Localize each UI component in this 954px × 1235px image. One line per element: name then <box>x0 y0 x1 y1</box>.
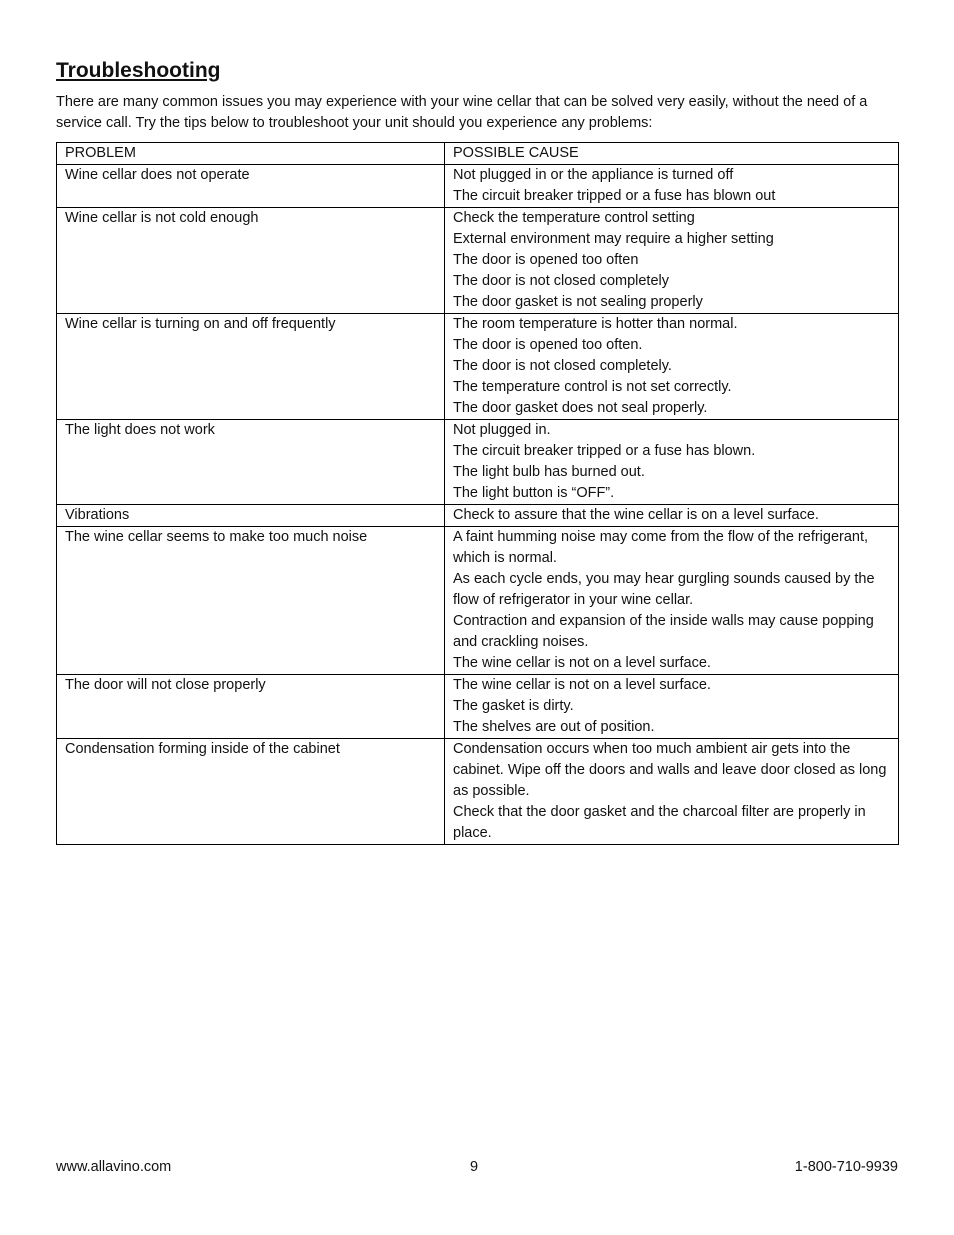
cause-line: The light bulb has burned out. <box>453 464 645 480</box>
footer-website: www.allavino.com <box>56 1159 172 1175</box>
cause-line: Not plugged in or the appliance is turned off <box>453 167 734 183</box>
footer-phone: 1-800-710-9939 <box>794 1159 898 1175</box>
possible-cause-cell <box>445 675 899 739</box>
cause-line: The shelves are out of position. <box>453 719 655 735</box>
problem-cell: Wine cellar does not operate <box>57 165 445 208</box>
table-header-row <box>57 143 899 165</box>
cause-line: The door is not closed completely. <box>453 358 672 374</box>
possible-cause-cell <box>445 527 899 675</box>
cause-line: The door gasket does not seal properly. <box>453 400 708 416</box>
problem-cell: The light does not work <box>57 420 445 505</box>
cause-line: The door gasket is not sealing properly <box>453 294 703 310</box>
cause-line: The room temperature is hotter than normal. <box>453 316 738 332</box>
cause-line: The wine cellar is not on a level surface. <box>453 677 711 693</box>
table-row <box>57 527 899 675</box>
cause-line: Check that the door gasket and the charcoal filter are properly in place. <box>453 804 866 841</box>
possible-cause-cell <box>445 208 899 314</box>
cause-line: The door is opened too often. <box>453 337 643 353</box>
table-body <box>57 165 899 845</box>
troubleshooting-table <box>56 142 899 845</box>
intro-paragraph: There are many common issues you may experience with your wine cellar that can be solved very easily, without the need of a service call. Try the tips below to troubleshoot your unit should you experience any problems: <box>56 94 868 131</box>
table-row <box>57 505 899 527</box>
page-title: Troubleshooting <box>56 59 221 82</box>
possible-cause-cell <box>445 314 899 420</box>
cause-line: Not plugged in. <box>453 422 551 438</box>
problem-cell: The door will not close properly <box>57 675 445 739</box>
column-header-possible-cause: POSSIBLE CAUSE <box>445 143 899 165</box>
cause-line: Check the temperature control setting <box>453 210 695 226</box>
possible-cause-cell <box>445 505 899 527</box>
problem-cell: The wine cellar seems to make too much noise <box>57 527 445 675</box>
problem-cell: Vibrations <box>57 505 445 527</box>
table-row <box>57 675 899 739</box>
possible-cause-cell <box>445 165 899 208</box>
footer-page-number: 9 <box>470 1159 479 1175</box>
cause-line: External environment may require a higher setting <box>453 231 774 247</box>
table-row <box>57 420 899 505</box>
cause-line: Condensation occurs when too much ambient air gets into the cabinet. Wipe off the doors and walls and leave door closed as long as possible. <box>453 741 887 799</box>
cause-line: As each cycle ends, you may hear gurgling sounds caused by the flow of refrigerator in your wine cellar. <box>453 571 875 608</box>
cause-line: Check to assure that the wine cellar is on a level surface. <box>453 507 819 523</box>
cause-line: Contraction and expansion of the inside walls may cause popping and crackling noises. <box>453 613 874 650</box>
problem-cell: Wine cellar is not cold enough <box>57 208 445 314</box>
cause-line: The door is not closed completely <box>453 273 669 289</box>
cause-line: The wine cellar is not on a level surface. <box>453 655 711 671</box>
cause-line: The temperature control is not set correctly. <box>453 379 732 395</box>
table-row <box>57 314 899 420</box>
cause-line: A faint humming noise may come from the flow of the refrigerant, which is normal. <box>453 529 869 566</box>
problem-cell: Wine cellar is turning on and off frequently <box>57 314 445 420</box>
cause-line: The circuit breaker tripped or a fuse has blown out <box>453 188 776 204</box>
table-row <box>57 208 899 314</box>
column-header-problem: PROBLEM <box>57 143 445 165</box>
table-row <box>57 739 899 845</box>
table-row <box>57 165 899 208</box>
problem-cell: Condensation forming inside of the cabinet <box>57 739 445 845</box>
cause-line: The door is opened too often <box>453 252 639 268</box>
possible-cause-cell <box>445 420 899 505</box>
cause-line: The light button is “OFF”. <box>453 485 615 501</box>
cause-line: The circuit breaker tripped or a fuse has blown. <box>453 443 756 459</box>
cause-line: The gasket is dirty. <box>453 698 574 714</box>
possible-cause-cell <box>445 739 899 845</box>
